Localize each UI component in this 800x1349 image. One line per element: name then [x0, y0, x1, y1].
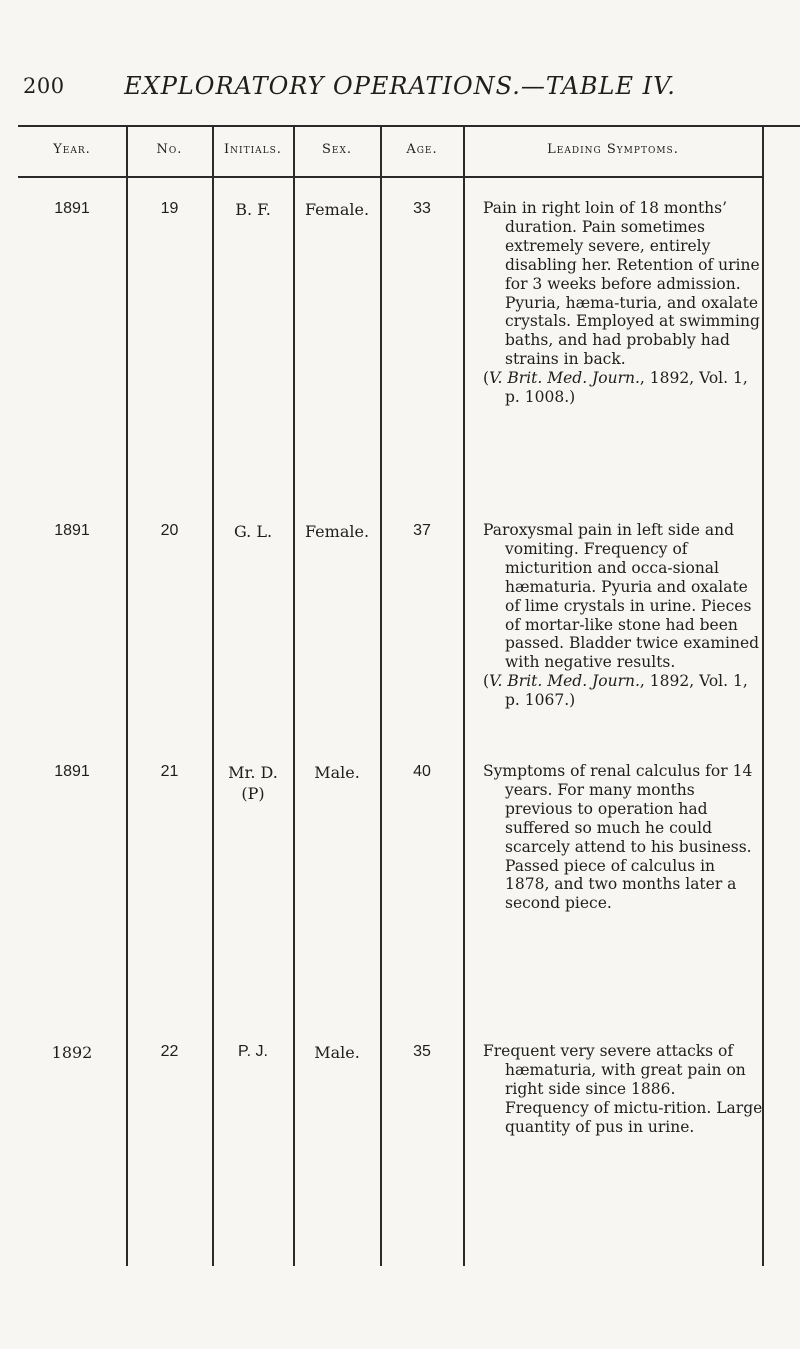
number-cell: 22 — [160, 1043, 179, 1060]
table-header-rule — [18, 176, 763, 178]
sex-cell: Male. — [314, 763, 360, 782]
year-cell: 1891 — [54, 200, 90, 217]
column-header-age: Age. — [406, 142, 438, 157]
page-title: EXPLORATORY OPERATIONS.—TABLE IV. — [124, 72, 676, 100]
symptoms-text: Pain in right loin of 18 months’ duration. Pain sometimes extremely severe, entirely disabling her. Retention of urine for 3 weeks before admission. Pyuria, hæma-turia, and oxalate crystals. Employed at swimming baths, and had probably had strains in back. — [483, 199, 760, 369]
journal-reference: (V. Brit. Med. Journ., 1892, Vol. 1, p. 1067.) — [483, 672, 748, 710]
initials-cell: Mr. D. — [228, 763, 278, 782]
year-cell: 1892 — [51, 1043, 93, 1062]
year-cell: 1891 — [54, 522, 90, 539]
age-cell: 37 — [413, 522, 431, 539]
symptoms-cell — [483, 199, 763, 407]
initials-cell: G. L. — [233, 522, 273, 541]
sex-cell: Female. — [304, 200, 370, 219]
initials-note: (P) — [241, 784, 265, 803]
page-number: 200 — [23, 74, 65, 98]
column-divider — [126, 126, 128, 1266]
column-header-no: No. — [156, 142, 183, 157]
column-header-year: Year. — [53, 142, 91, 157]
number-cell: 21 — [160, 763, 179, 780]
symptoms-cell — [483, 1042, 763, 1137]
symptoms-text: Frequent very severe attacks of hæmaturia, with great pain on right side since 1886. Frequency of mictu-rition. Large quantity of pus in urine. — [483, 1042, 763, 1136]
age-cell: 40 — [413, 763, 431, 780]
column-header-sex: Sex. — [321, 142, 352, 157]
symptoms-text: Paroxysmal pain in left side and vomiting. Frequency of micturition and occa-sional hæmaturia. Pyuria and oxalate of lime crystals in urine. Pieces of mortar-like stone had been passed. Bladder twice examined with negative results. — [483, 521, 760, 672]
sex-cell: Female. — [304, 522, 370, 541]
table-top-rule — [18, 125, 800, 127]
age-cell: 33 — [413, 200, 431, 217]
initials-cell: P. J. — [238, 1043, 268, 1060]
year-cell: 1891 — [54, 763, 90, 780]
column-header-initials: Initials. — [224, 142, 282, 157]
symptoms-cell — [483, 762, 763, 913]
number-cell: 20 — [160, 522, 179, 539]
symptoms-text: Symptoms of renal calculus for 14 years. For many months previous to operation had suffered so much he could scarcely attend to his business. Passed piece of calculus in 1878, and two months later a second piece. — [483, 762, 753, 913]
journal-reference: (V. Brit. Med. Journ., 1892, Vol. 1, p. 1008.) — [483, 369, 748, 407]
age-cell: 35 — [413, 1043, 431, 1060]
column-header-symptoms: Leading Symptoms. — [547, 142, 679, 157]
column-divider — [212, 126, 214, 1266]
number-cell: 19 — [160, 200, 179, 217]
column-divider — [380, 126, 382, 1266]
initials-cell: B. F. — [235, 200, 271, 219]
sex-cell: Male. — [314, 1043, 360, 1062]
column-divider — [293, 126, 295, 1266]
symptoms-cell — [483, 521, 763, 710]
column-divider — [463, 126, 465, 1266]
